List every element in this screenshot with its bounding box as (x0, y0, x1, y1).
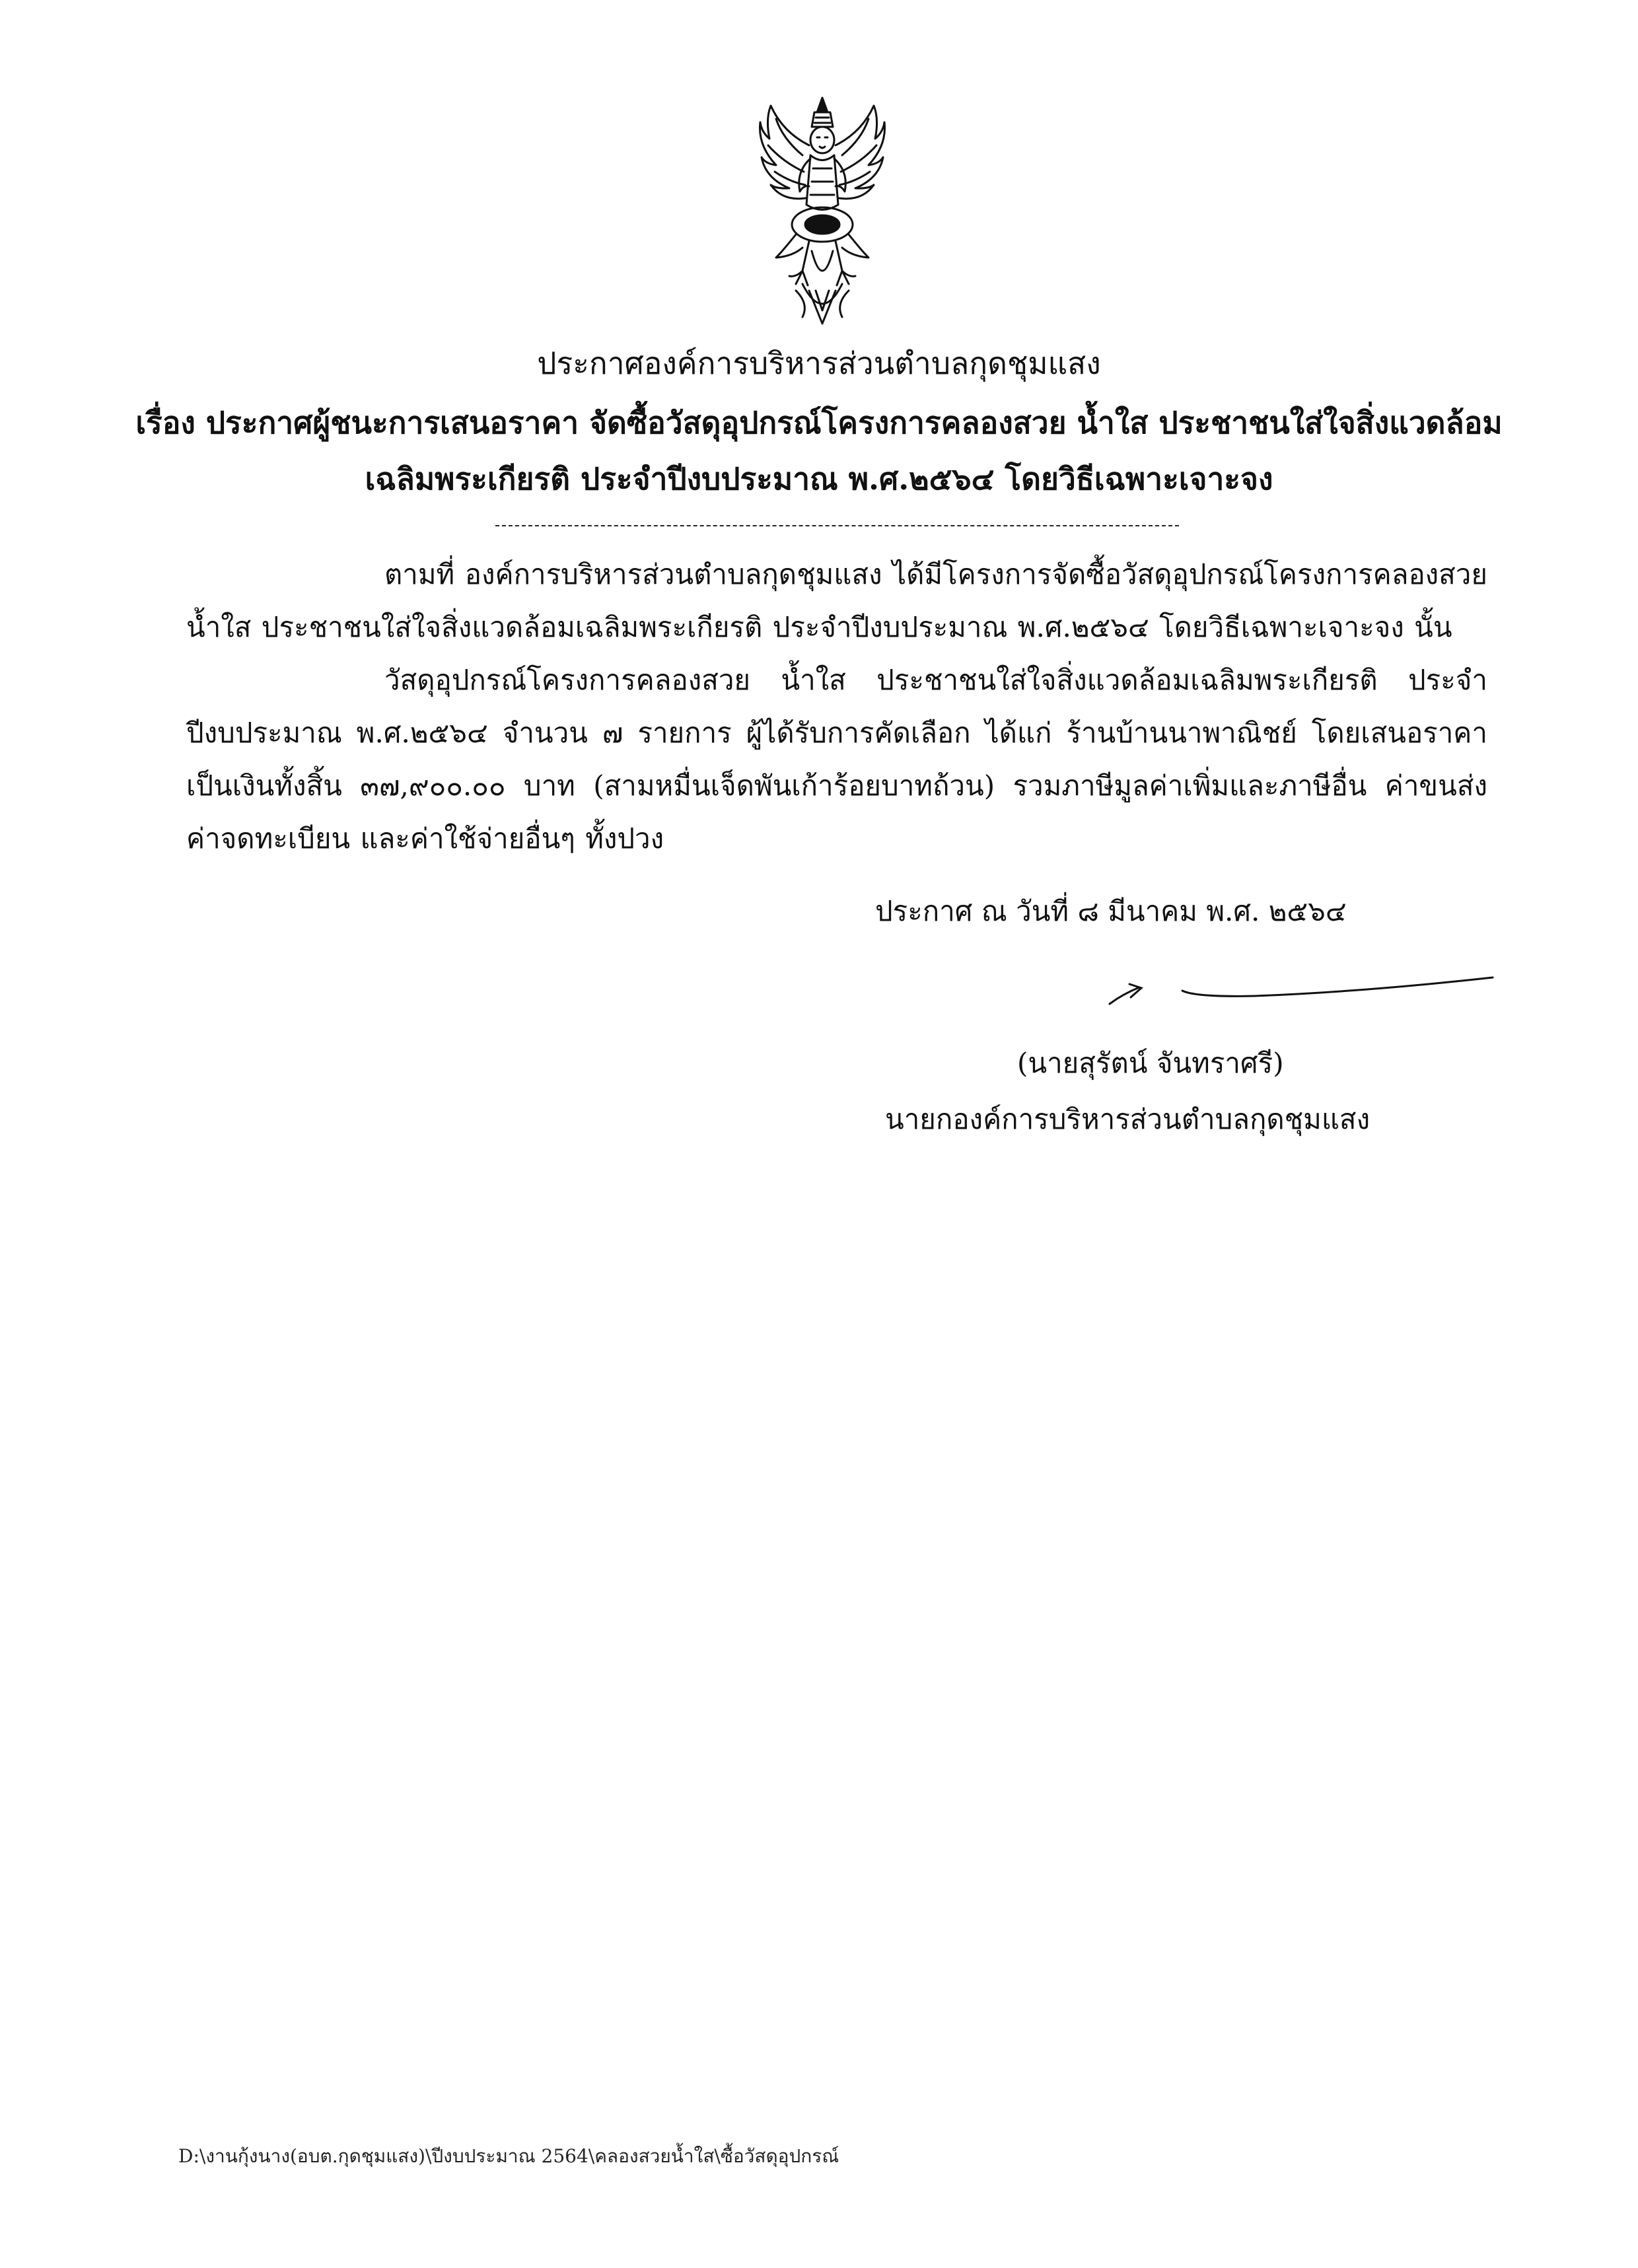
announcement-date: ประกาศ ณ วันที่ ๘ มีนาคม พ.ศ. ๒๕๖๔ (875, 895, 1347, 927)
document-title: ประกาศองค์การบริหารส่วนตำบลกุดชุมแสง (537, 345, 1101, 381)
garuda-emblem-icon (756, 92, 888, 330)
signer-position: นายกองค์การบริหารส่วนตำบลกุดชุมแสง (885, 1103, 1371, 1135)
document-subject-line-2: เฉลิมพระเกียรติ ประจำปีงบประมาณ พ.ศ.๒๕๖๔ โดยวิธีเฉพาะเจาะจง (365, 461, 1273, 497)
body-paragraph-1-text: ตามที่ องค์การบริหารส่วนตำบลกุดชุมแสง ได้มีโครงการจัดซื้อวัสดุอุปกรณ์โครงการคลองสวย น้ำใส ประชาชนใส่ใจสิ่งแวดล้อมเฉลิมพระเกียรติ ประจำปีงบประมาณ พ.ศ.๒๕๖๔ โดยวิธีเฉพาะเจาะจง นั้น (186, 558, 1487, 643)
body-paragraph-2 (186, 654, 1487, 865)
document-subject-line-1: เรื่อง ประกาศผู้ชนะการเสนอราคา จัดซื้อวัสดุอุปกรณ์โครงการคลองสวย น้ำใส ประชาชนใส่ใจสิ่งแวดล้อม (135, 405, 1503, 441)
footer-file-path: D:\งานกุ้งนาง(อบต.กุดชุมแสง)\ปีงบประมาณ 2564\คลองสวยน้ำใส\ซื้อวัสดุอุปกรณ์ (178, 2145, 839, 2167)
body-paragraph-2-text: วัสดุอุปกรณ์โครงการคลองสวย น้ำใส ประชาชนใส่ใจสิ่งแวดล้อมเฉลิมพระเกียรติ ประจำปีงบประมาณ พ.ศ.๒๕๖๔ จำนวน ๗ รายการ ผู้ได้รับการคัดเลือก ได้แก่ ร้านบ้านนาพาณิชย์ โดยเสนอราคาเป็นเงินทั้งสิ้น ๓๗,๙๐๐.๐๐ บาท (สามหมื่นเจ็ดพันเก้าร้อยบาทถ้วน) รวมภาษีมูลค่าเพิ่มและภาษีอื่น ค่าขนส่ง ค่าจดทะเบียน และค่าใช้จ่ายอื่นๆ ทั้งปวง (186, 664, 1487, 855)
handwritten-signature (1083, 964, 1506, 1024)
header-divider (495, 525, 1179, 526)
signer-name: (นายสุรัตน์ จันทราศรี) (1017, 1047, 1284, 1079)
body-paragraph-1 (186, 548, 1487, 654)
